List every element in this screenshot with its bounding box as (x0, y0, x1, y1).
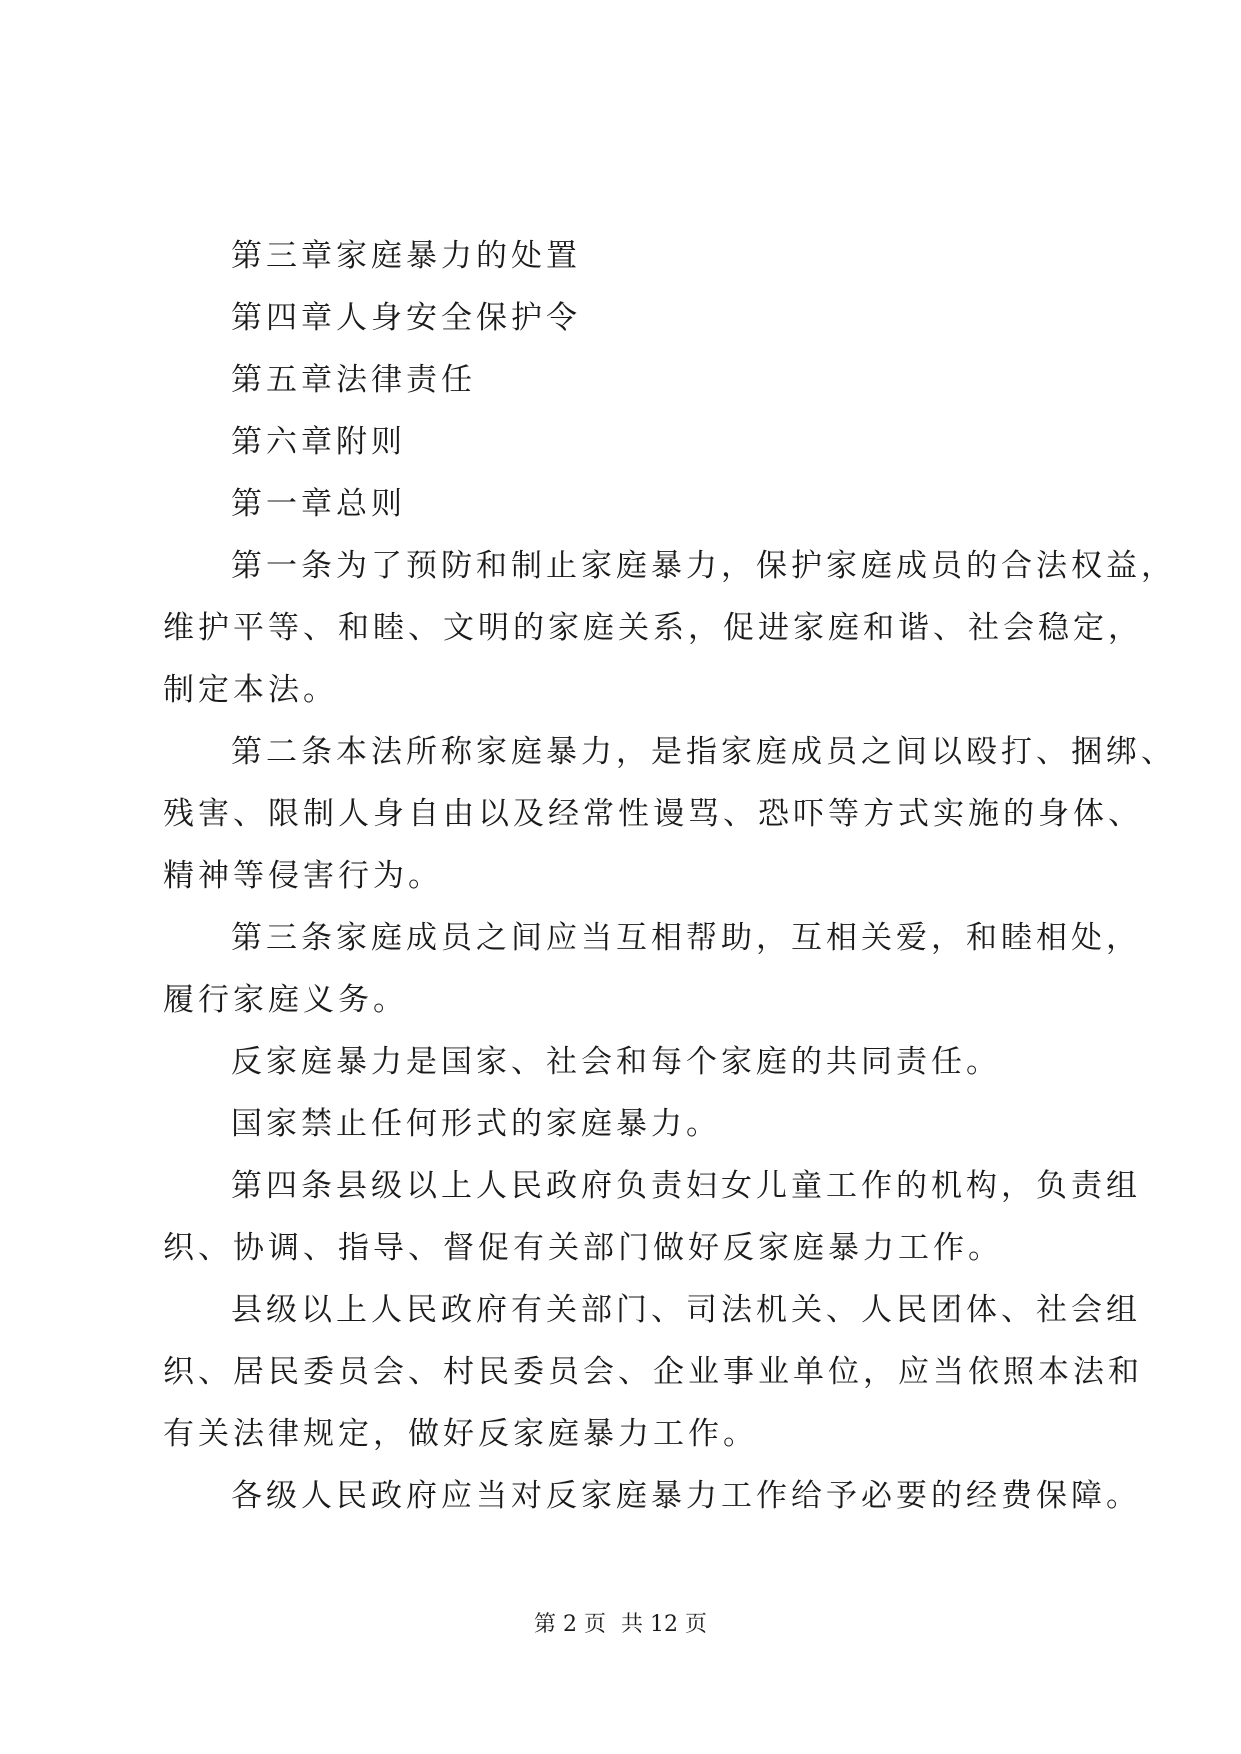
text-line: 精神等侵害行为。 (163, 858, 443, 894)
text-line: 国家禁止任何形式的家庭暴力。 (231, 1106, 721, 1142)
text-line: 维护平等、和睦、文明的家庭关系，促进家庭和谐、社会稳定， (163, 610, 1143, 646)
text-line: 第四条县级以上人民政府负责妇女儿童工作的机构，负责组 (231, 1168, 1141, 1204)
page-footer (0, 1610, 1241, 1640)
total-pages: 共 12 页 (621, 1612, 707, 1637)
text-line: 残害、限制人身自由以及经常性谩骂、恐吓等方式实施的身体、 (163, 796, 1143, 832)
text-line: 第三章家庭暴力的处置 (231, 238, 581, 274)
text-line: 织、协调、指导、督促有关部门做好反家庭暴力工作。 (163, 1230, 1003, 1266)
text-line: 第四章人身安全保护令 (231, 300, 581, 336)
text-line: 各级人民政府应当对反家庭暴力工作给予必要的经费保障。 (231, 1478, 1141, 1514)
document-body (163, 225, 1176, 1527)
text-line: 第五章法律责任 (231, 362, 476, 398)
text-line: 第六章附则 (231, 424, 406, 460)
text-line: 有关法律规定，做好反家庭暴力工作。 (163, 1416, 758, 1452)
text-line: 织、居民委员会、村民委员会、企业事业单位，应当依照本法和 (163, 1354, 1143, 1390)
text-line: 履行家庭义务。 (163, 982, 408, 1018)
text-line: 制定本法。 (163, 672, 338, 708)
text-line: 第三条家庭成员之间应当互相帮助，互相关爱，和睦相处， (231, 920, 1141, 956)
text-line: 县级以上人民政府有关部门、司法机关、人民团体、社会组 (231, 1292, 1141, 1328)
text-line: 反家庭暴力是国家、社会和每个家庭的共同责任。 (231, 1044, 1001, 1080)
text-line: 第一条为了预防和制止家庭暴力，保护家庭成员的合法权益， (231, 548, 1176, 584)
page-number: 第 2 页 (534, 1612, 606, 1637)
text-line: 第一章总则 (231, 486, 406, 522)
text-line: 第二条本法所称家庭暴力，是指家庭成员之间以殴打、捆绑、 (231, 734, 1176, 770)
